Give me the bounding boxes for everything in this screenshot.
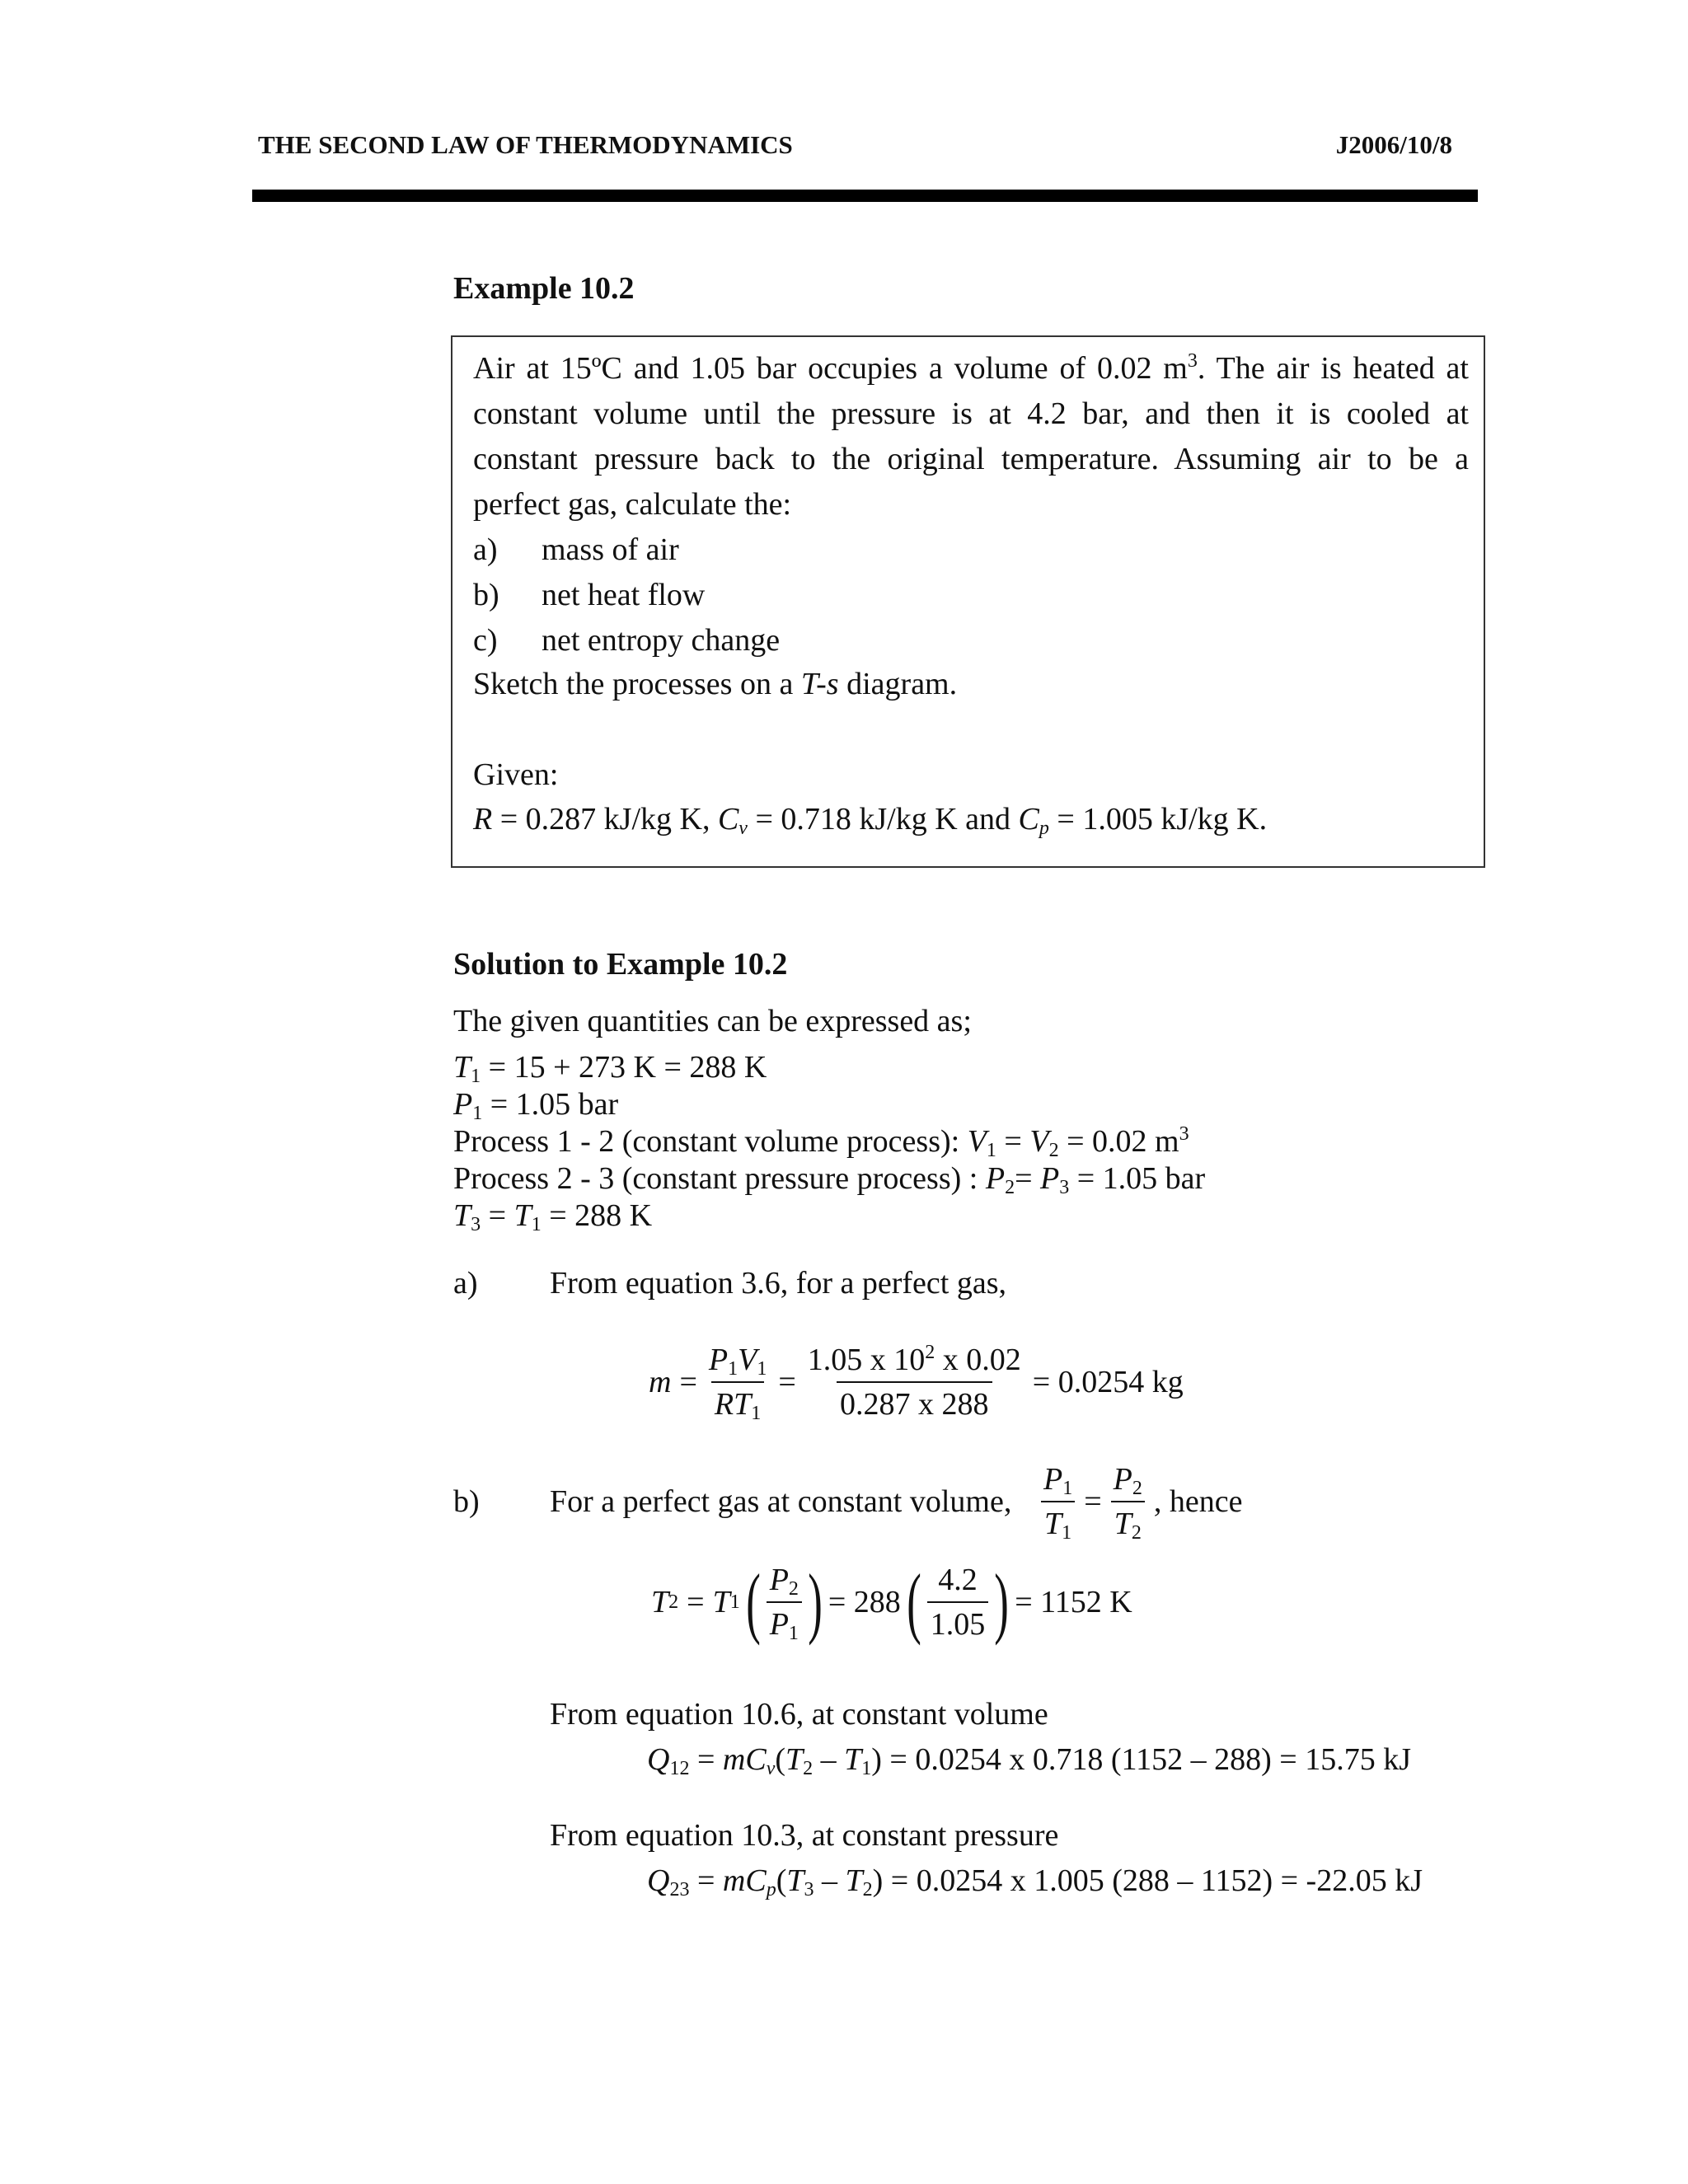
example-title: Example 10.2 bbox=[453, 271, 635, 306]
given-T3: $T_3 = T_1 = 288$ K bbox=[453, 1198, 653, 1235]
mass-fraction-1: $\frac{P_1V_1}{RT_1}$ bbox=[708, 1343, 767, 1424]
item-a-label: a) bbox=[473, 532, 498, 567]
mass-equation: m = $\frac{P_1V_1}{RT_1}$ = $\frac{1.05 x 10^2 x 0.02}{0.287 x 288}$ = 0.0254 kg bbox=[649, 1342, 1184, 1424]
heat23-equation: $Q_{23} = mC_p(T_3 - T_2) = 0.0254$ x 1.005 (288 – 1152) = -22.05 kJ bbox=[647, 1863, 1423, 1900]
mass-fraction-2: $\frac{1.05 x 10^2 x 0.02}{0.287 x 288}$ bbox=[807, 1342, 1021, 1422]
header-rule bbox=[252, 190, 1478, 202]
header-page-code: J2006/10/8 bbox=[1335, 130, 1452, 159]
header-title: THE SECOND LAW OF THERMODYNAMICS bbox=[258, 130, 793, 159]
given-constants: R = 0.287 kJ/kg K, $C_v = 0.718$ kJ/kg K and $C_p = 1.005$ kJ/kg K. bbox=[473, 802, 1268, 839]
given-label: Given: bbox=[473, 757, 559, 792]
item-b-label: b) bbox=[473, 578, 499, 612]
problem-line-1: Air at 15ºC and 1.05 bar occupies a volume of 0.02 $m^3$. The air is heated at bbox=[473, 350, 1469, 386]
item-a-text: mass of air bbox=[542, 532, 679, 567]
part-b-label: b) bbox=[453, 1484, 480, 1519]
part-b-text: For a perfect gas at constant volume, bbox=[550, 1484, 1012, 1519]
process-2-3: Process 2 - 3 (constant pressure process) : $P_2= P_3 = 1.05$ bar bbox=[453, 1161, 1206, 1198]
solution-intro: The given quantities can be expressed as; bbox=[453, 1004, 972, 1038]
given-T1: $T_1 = 15 + 273$ K = 288 K bbox=[453, 1050, 767, 1087]
heat23-intro: From equation 10.3, at constant pressure bbox=[550, 1818, 1059, 1853]
heat12-equation: $Q_{12} = mC_v(T_2 - T_1) = 0.0254$ x 0.718 (1152 – 288) = 15.75 kJ bbox=[647, 1742, 1411, 1779]
problem-line-4: perfect gas, calculate the: bbox=[473, 487, 792, 522]
part-a-label: a) bbox=[453, 1266, 478, 1301]
item-c-label: c) bbox=[473, 623, 498, 658]
problem-line-2: constant volume until the pressure is at 4.2 bar, and then it is cooled at bbox=[473, 396, 1469, 431]
heat12-intro: From equation 10.6, at constant volume bbox=[550, 1697, 1048, 1732]
pressure-temp-relation: $\frac{P_1}{T_1}$ = $\frac{P_2}{T_2}$ , hence bbox=[1040, 1461, 1242, 1542]
item-b-text: net heat flow bbox=[542, 578, 706, 612]
item-c-text: net entropy change bbox=[542, 623, 781, 658]
given-P1: $P_1 = 1.05$ bar bbox=[453, 1087, 619, 1124]
solution-title: Solution to Example 10.2 bbox=[453, 947, 788, 982]
sketch-instruction: Sketch the processes on a T-s diagram. bbox=[473, 667, 958, 701]
problem-line-3: constant pressure back to the original temperature. Assuming air to be a bbox=[473, 442, 1469, 476]
part-a-text: From equation 3.6, for a perfect gas, bbox=[550, 1266, 1006, 1301]
process-1-2: Process 1 - 2 (constant volume process): $V_1 = V_2 = 0.02$ $m^3$ bbox=[453, 1123, 1189, 1161]
T2-equation: T 2 = T 1 ( $\frac{P_2}{P_1}$ ) = 288 ( $\frac{4.2}{1.05}$ ) = 1152 K bbox=[651, 1558, 1132, 1646]
